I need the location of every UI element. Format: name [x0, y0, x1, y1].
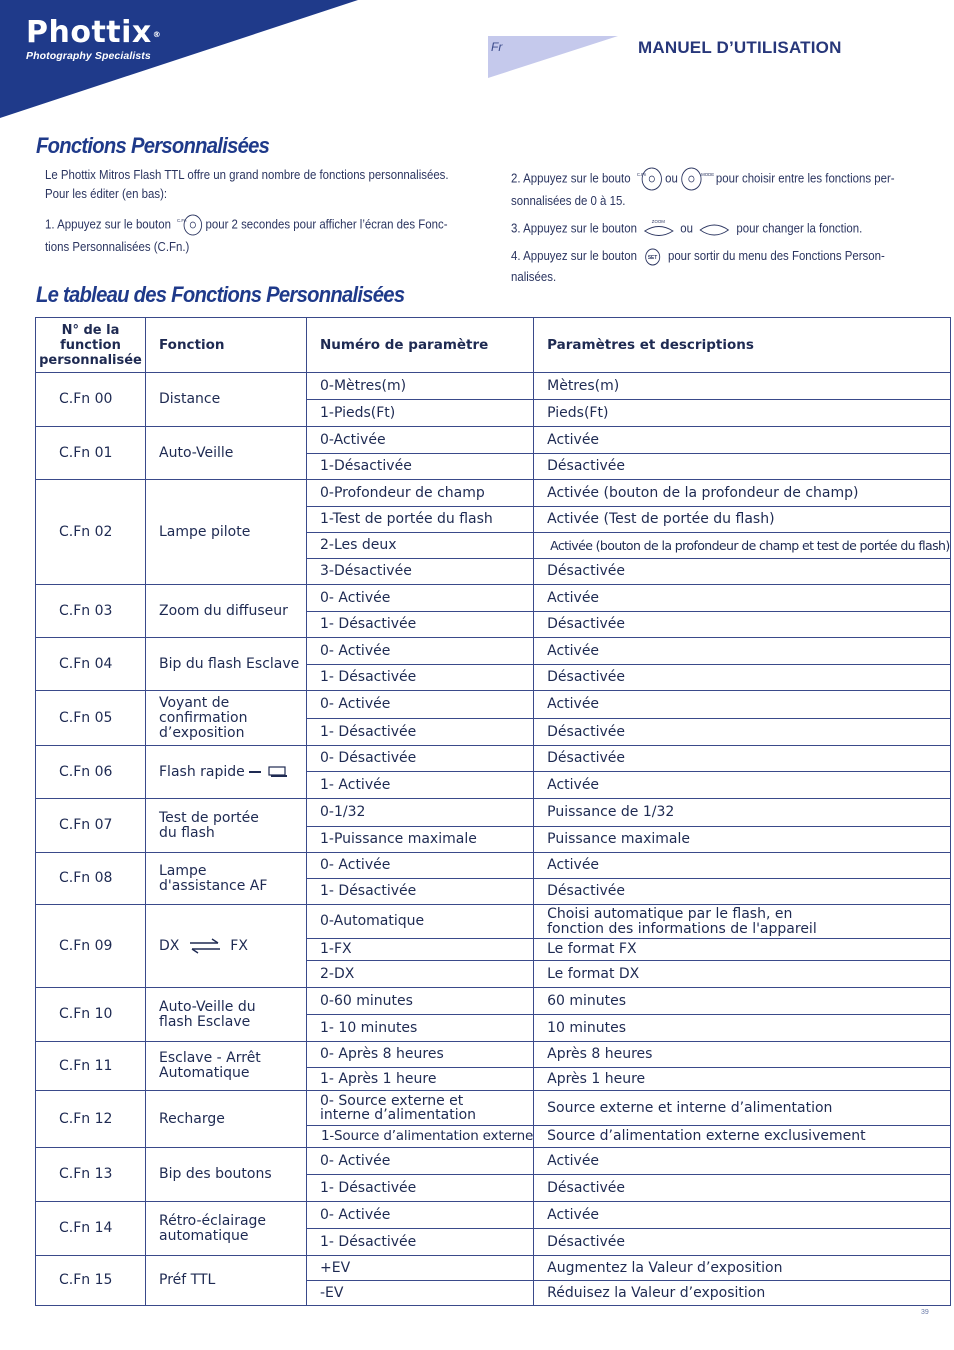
desc-cell: Activée (bouton de la profondeur de champ)	[534, 480, 950, 507]
function-cell: Zoom du diffuseur	[146, 585, 307, 638]
desc-cell: Activée	[534, 772, 950, 799]
desc-cell: Puissance de 1/32	[534, 799, 950, 827]
param-cell: 0-Automatique	[307, 905, 534, 939]
cfn-cell: C.Fn 12	[36, 1091, 146, 1148]
step-1-text-c: tions Personnalisées (C.Fn.)	[45, 239, 190, 254]
table-row	[36, 1148, 951, 1175]
intro-line-1: Le Phottix Mitros Flash TTL offre un grand nombre de fonctions personnalisées.	[45, 167, 449, 182]
table-row	[36, 1256, 951, 1281]
swap-arrows-icon	[188, 938, 222, 954]
header-function: Fonction	[146, 318, 307, 373]
step-2-text-b: pour choisir entre les fonctions per-	[715, 170, 895, 186]
desc-cell: Activée (Test de portée du flash)	[534, 507, 950, 533]
table-row	[36, 585, 951, 612]
phottix-logo	[26, 16, 161, 62]
desc-cell: Pieds(Ft)	[534, 400, 950, 427]
cfn-dial-icon-label: C.Fn	[636, 171, 646, 178]
cfn-dial-icon	[636, 167, 659, 191]
param-cell: +EV	[307, 1256, 534, 1281]
desc-cell: Activée	[534, 585, 950, 612]
step-2	[511, 167, 920, 191]
brand-name: Phottix	[26, 15, 152, 50]
step-2-text-a: 2. Appuyez sur le bouto	[511, 170, 631, 186]
param-cell: 0-Profondeur de champ	[307, 480, 534, 507]
rapid-flash-icon	[249, 765, 289, 779]
cfn-cell: C.Fn 14	[36, 1202, 146, 1256]
desc-cell: Mètres(m)	[534, 373, 950, 400]
desc-cell: Le format FX	[534, 939, 950, 961]
set-icon-label: SET	[647, 254, 658, 261]
param-cell: 0- Activée	[307, 691, 534, 719]
step-4-text-b: pour sortir du menu des Fonctions Person-	[667, 248, 885, 263]
zoom-button-icon	[643, 218, 675, 240]
desc-cell: Désactivée	[534, 612, 950, 638]
header-parameter-number: Numéro de paramètre	[307, 318, 534, 373]
param-cell: 1-Puissance maximale	[307, 827, 534, 853]
cfn-cell: C.Fn 05	[36, 691, 146, 746]
function-cell: Esclave - Arrêt Automatique	[146, 1042, 307, 1091]
param-cell: 1- Activée	[307, 772, 534, 799]
param-cell: 0-Activée	[307, 427, 534, 454]
step-4-text-a: 4. Appuyez sur le bouton	[511, 248, 637, 263]
desc-cell: Choisi automatique par le flash, en fonction des informations de l'appareil	[534, 905, 950, 939]
step-3-text-a: 3. Appuyez sur le bouton	[511, 220, 637, 236]
desc-cell: Désactivée	[534, 719, 950, 746]
cfn-cell: C.Fn 10	[36, 988, 146, 1042]
param-cell: 0- Après 8 heures	[307, 1042, 534, 1068]
intro-line-2: Pour les éditer (en bas):	[45, 186, 168, 201]
cfn-cell: C.Fn 07	[36, 799, 146, 853]
desc-cell: Activée	[534, 638, 950, 665]
desc-cell: Activée	[534, 1148, 950, 1175]
function-label: Flash rapide	[159, 763, 245, 780]
mode-dial-icon	[684, 167, 715, 191]
mode-icon-label: MODE	[701, 171, 715, 178]
param-cell: 0-60 minutes	[307, 988, 534, 1015]
desc-cell: Source d’alimentation externe exclusivement	[534, 1126, 950, 1148]
param-cell: 2-Les deux	[307, 533, 534, 559]
desc-cell: Désactivée	[534, 559, 950, 585]
fx-label: FX	[230, 938, 248, 954]
table-row	[36, 638, 951, 665]
param-cell: 0-1/32	[307, 799, 534, 827]
param-cell: 1-Pieds(Ft)	[307, 400, 534, 427]
desc-cell: Après 1 heure	[534, 1068, 950, 1091]
step-3-ou: ou	[680, 220, 694, 236]
param-cell: 1-Source d’alimentation externe	[307, 1126, 534, 1148]
table-row	[36, 691, 951, 719]
param-cell: 1- Désactivée	[307, 719, 534, 746]
desc-cell: Réduisez la Valeur d’exposition	[534, 1281, 950, 1306]
step-1-text-b: pour 2 secondes pour afficher l’écran des Fonc-	[205, 216, 448, 232]
desc-cell: 10 minutes	[534, 1015, 950, 1042]
table-header-row	[36, 318, 951, 373]
step-2-ou: ou	[665, 170, 678, 186]
param-cell: 1-Test de portée du flash	[307, 507, 534, 533]
param-cell: 3-Désactivée	[307, 559, 534, 585]
table-row	[36, 746, 951, 772]
cfn-cell: C.Fn 09	[36, 905, 146, 988]
param-cell: 0- Activée	[307, 1148, 534, 1175]
intro-paragraph	[45, 165, 467, 256]
cfn-cell: C.Fn 11	[36, 1042, 146, 1091]
page-number: 39	[921, 1309, 929, 1316]
param-cell: 1- Désactivée	[307, 665, 534, 691]
cfn-cell: C.Fn 15	[36, 1256, 146, 1306]
desc-cell: Activée	[534, 853, 950, 879]
desc-cell: 60 minutes	[534, 988, 950, 1015]
section-title-functions-table: Le tableau des Fonctions Personnalisées	[36, 282, 405, 307]
desc-cell: Activée	[534, 427, 950, 454]
function-cell: Voyant de confirmation d’exposition	[146, 691, 307, 746]
desc-cell: Activée (bouton de la profondeur de champ et test de portée du flash)	[534, 533, 950, 559]
param-cell: 0-Mètres(m)	[307, 373, 534, 400]
desc-cell: Désactivée	[534, 879, 950, 905]
step-3-text-b: pour changer la fonction.	[736, 220, 863, 236]
zoom-icon-label: ZOOM	[651, 218, 665, 225]
function-cell: Lampe pilote	[146, 480, 307, 585]
function-cell: Bip des boutons	[146, 1148, 307, 1202]
function-cell: Bip du flash Esclave	[146, 638, 307, 691]
desc-cell: Désactivée	[534, 665, 950, 691]
param-cell: 1-Désactivée	[307, 454, 534, 480]
param-cell: 1- Désactivée	[307, 1229, 534, 1256]
param-cell: 1- 10 minutes	[307, 1015, 534, 1042]
manual-title: MANUEL D’UTILISATION	[638, 38, 842, 57]
function-cell: Rétro-éclairage automatique	[146, 1202, 307, 1256]
function-cell: Distance	[146, 373, 307, 427]
cfn-cell: C.Fn 03	[36, 585, 146, 638]
function-cell: Test de portée du flash	[146, 799, 307, 853]
param-cell: 0- Source externe et interne d’alimentation	[307, 1091, 534, 1126]
cfn-cell: C.Fn 01	[36, 427, 146, 480]
cfn-icon-label: C.Fn	[176, 217, 187, 224]
param-cell: 1- Désactivée	[307, 879, 534, 905]
header-parameter-description: Paramètres et descriptions	[534, 318, 950, 373]
desc-cell: Puissance maximale	[534, 827, 950, 853]
desc-cell: Activée	[534, 691, 950, 719]
step-3	[511, 218, 920, 240]
cfn-button-icon	[177, 213, 200, 237]
param-cell: 1- Désactivée	[307, 612, 534, 638]
step-2-text-c: sonnalisées de 0 à 15.	[511, 193, 626, 208]
desc-cell: Désactivée	[534, 746, 950, 772]
function-cell: Préf TTL	[146, 1256, 307, 1306]
function-cell-flash-rapide	[146, 746, 307, 799]
param-cell: 0- Activée	[307, 1202, 534, 1229]
desc-cell: Après 8 heures	[534, 1042, 950, 1068]
desc-cell: Désactivée	[534, 1229, 950, 1256]
section-title-custom-functions: Fonctions Personnalisées	[36, 133, 270, 158]
desc-cell: Source externe et interne d’alimentation	[534, 1091, 950, 1126]
function-cell: Auto-Veille du flash Esclave	[146, 988, 307, 1042]
param-cell: 0- Activée	[307, 638, 534, 665]
desc-cell: Désactivée	[534, 1175, 950, 1202]
param-cell: -EV	[307, 1281, 534, 1306]
set-button-icon	[643, 247, 662, 267]
table-row	[36, 1042, 951, 1068]
step-1-text-a: 1. Appuyez sur le bouton	[45, 216, 171, 232]
language-tab-shape	[488, 36, 620, 80]
function-cell: Lampe d'assistance AF	[146, 853, 307, 905]
table-row	[36, 480, 951, 507]
desc-cell: Augmentez la Valeur d’exposition	[534, 1256, 950, 1281]
table-row	[36, 427, 951, 454]
header-cfn-number: N° de la function personnalisée	[36, 318, 146, 373]
table-row	[36, 799, 951, 827]
param-cell: 0- Activée	[307, 585, 534, 612]
param-cell: 2-DX	[307, 961, 534, 988]
cfn-cell: C.Fn 02	[36, 480, 146, 585]
function-cell: Recharge	[146, 1091, 307, 1148]
cfn-cell: C.Fn 06	[36, 746, 146, 799]
step-4	[511, 246, 920, 267]
desc-cell: Activée	[534, 1202, 950, 1229]
lower-button-icon	[699, 218, 731, 240]
brand-tagline: Photography Specialists	[26, 50, 151, 62]
registered-mark: ®	[152, 30, 162, 39]
param-cell: 0- Activée	[307, 853, 534, 879]
table-row	[36, 853, 951, 879]
desc-cell: Désactivée	[534, 454, 950, 480]
table-row	[36, 988, 951, 1015]
cfn-cell: C.Fn 04	[36, 638, 146, 691]
dx-label: DX	[159, 938, 180, 954]
function-cell-dx-fx	[146, 905, 307, 988]
table-row	[36, 905, 951, 939]
step-4-text-c: nalisées.	[511, 268, 557, 284]
table-row	[36, 1091, 951, 1126]
function-cell: Auto-Veille	[146, 427, 307, 480]
param-cell: 1- Après 1 heure	[307, 1068, 534, 1091]
cfn-cell: C.Fn 13	[36, 1148, 146, 1202]
param-cell: 1-FX	[307, 939, 534, 961]
steps-2-4	[511, 167, 920, 286]
step-1	[45, 213, 467, 237]
table-row	[36, 373, 951, 400]
cfn-cell: C.Fn 00	[36, 373, 146, 427]
desc-cell: Le format DX	[534, 961, 950, 988]
custom-functions-table	[35, 317, 951, 1306]
param-cell: 1- Désactivée	[307, 1175, 534, 1202]
cfn-cell: C.Fn 08	[36, 853, 146, 905]
param-cell: 0- Désactivée	[307, 746, 534, 772]
language-label: Fr	[491, 40, 503, 54]
table-row	[36, 1202, 951, 1229]
